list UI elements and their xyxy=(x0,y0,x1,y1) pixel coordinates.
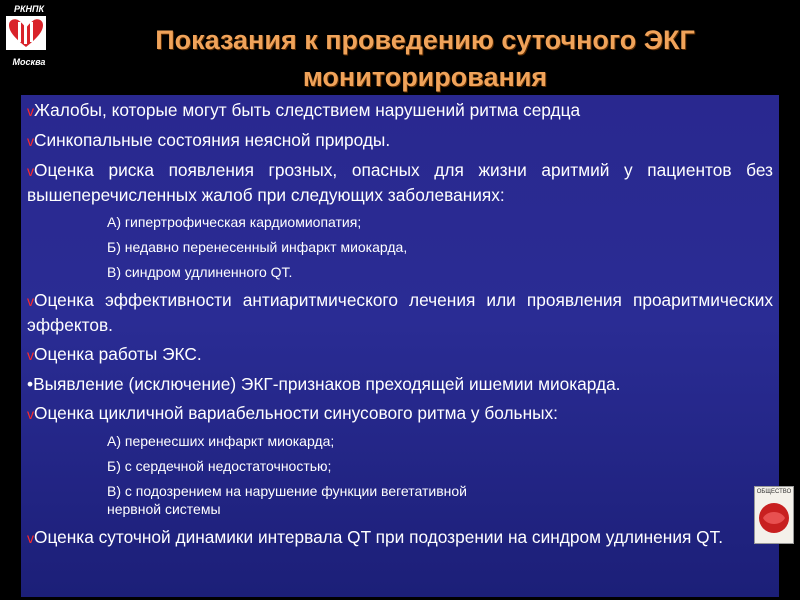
logo-top-text: РКНПК xyxy=(13,4,45,14)
logo-bottom-text: Москва xyxy=(12,57,46,67)
list-item xyxy=(27,372,773,396)
society-logo xyxy=(754,486,794,544)
heart-logo-icon xyxy=(6,16,46,50)
list-item-text: Оценка эффективности антиаритмического лечения или проявления проаритмических эффектов. xyxy=(27,290,773,335)
sub-item: Б) недавно перенесенный инфаркт миокарда, xyxy=(107,239,408,255)
list-marker: v xyxy=(27,406,34,422)
list-item-text: Оценка цикличной вариабельности синусового ритма у больных: xyxy=(34,403,558,423)
list-item xyxy=(27,342,773,367)
slide-title xyxy=(70,22,780,96)
sub-item: В) с подозрением на нарушение функции вегетативной нервной системы xyxy=(107,483,467,517)
society-logo-text: ОБЩЕСТВО xyxy=(756,489,792,495)
sub-item: А) гипертрофическая кардиомиопатия; xyxy=(107,214,362,230)
list-item xyxy=(27,128,773,153)
content-panel xyxy=(21,95,779,597)
list-marker: v xyxy=(27,293,34,309)
sub-item: В) синдром удлиненного QT. xyxy=(107,264,293,280)
sub-item: Б) с сердечной недостаточностью; xyxy=(107,458,332,474)
list-marker: v xyxy=(27,103,34,119)
rknpk-logo xyxy=(6,4,52,67)
list-marker: v xyxy=(27,347,34,363)
list-marker: v xyxy=(27,133,34,149)
title-line-1: Показания к проведению суточного ЭКГ xyxy=(155,25,695,55)
title-line-2: мониторирования xyxy=(302,62,548,92)
society-logo-icon xyxy=(755,496,793,540)
list-item-text: Оценка работы ЭКС. xyxy=(34,344,202,364)
list-marker: v xyxy=(27,530,34,546)
list-marker: v xyxy=(27,163,34,179)
list-item-text: Синкопальные состояния неясной природы. xyxy=(34,130,391,150)
list-item-text: Оценка суточной динамики интервала QT при подозрении на синдром удлинения QT. xyxy=(34,527,724,547)
list-item xyxy=(27,98,773,123)
list-item xyxy=(27,525,773,550)
list-item-text: Выявление (исключение) ЭКГ-признаков преходящей ишемии миокарда. xyxy=(33,374,621,394)
list-item xyxy=(27,158,773,207)
list-item-text: Жалобы, которые могут быть следствием нарушений ритма сердца xyxy=(34,100,581,120)
list-item-text: Оценка риска появления грозных, опасных для жизни аритмий у пациентов без вышеперечисленных жалоб при следующих заболеваниях: xyxy=(27,160,773,205)
list-item xyxy=(27,401,773,426)
list-item xyxy=(27,288,773,337)
sub-item: А) перенесших инфаркт миокарда; xyxy=(107,433,335,449)
list-marker: • xyxy=(27,374,34,394)
